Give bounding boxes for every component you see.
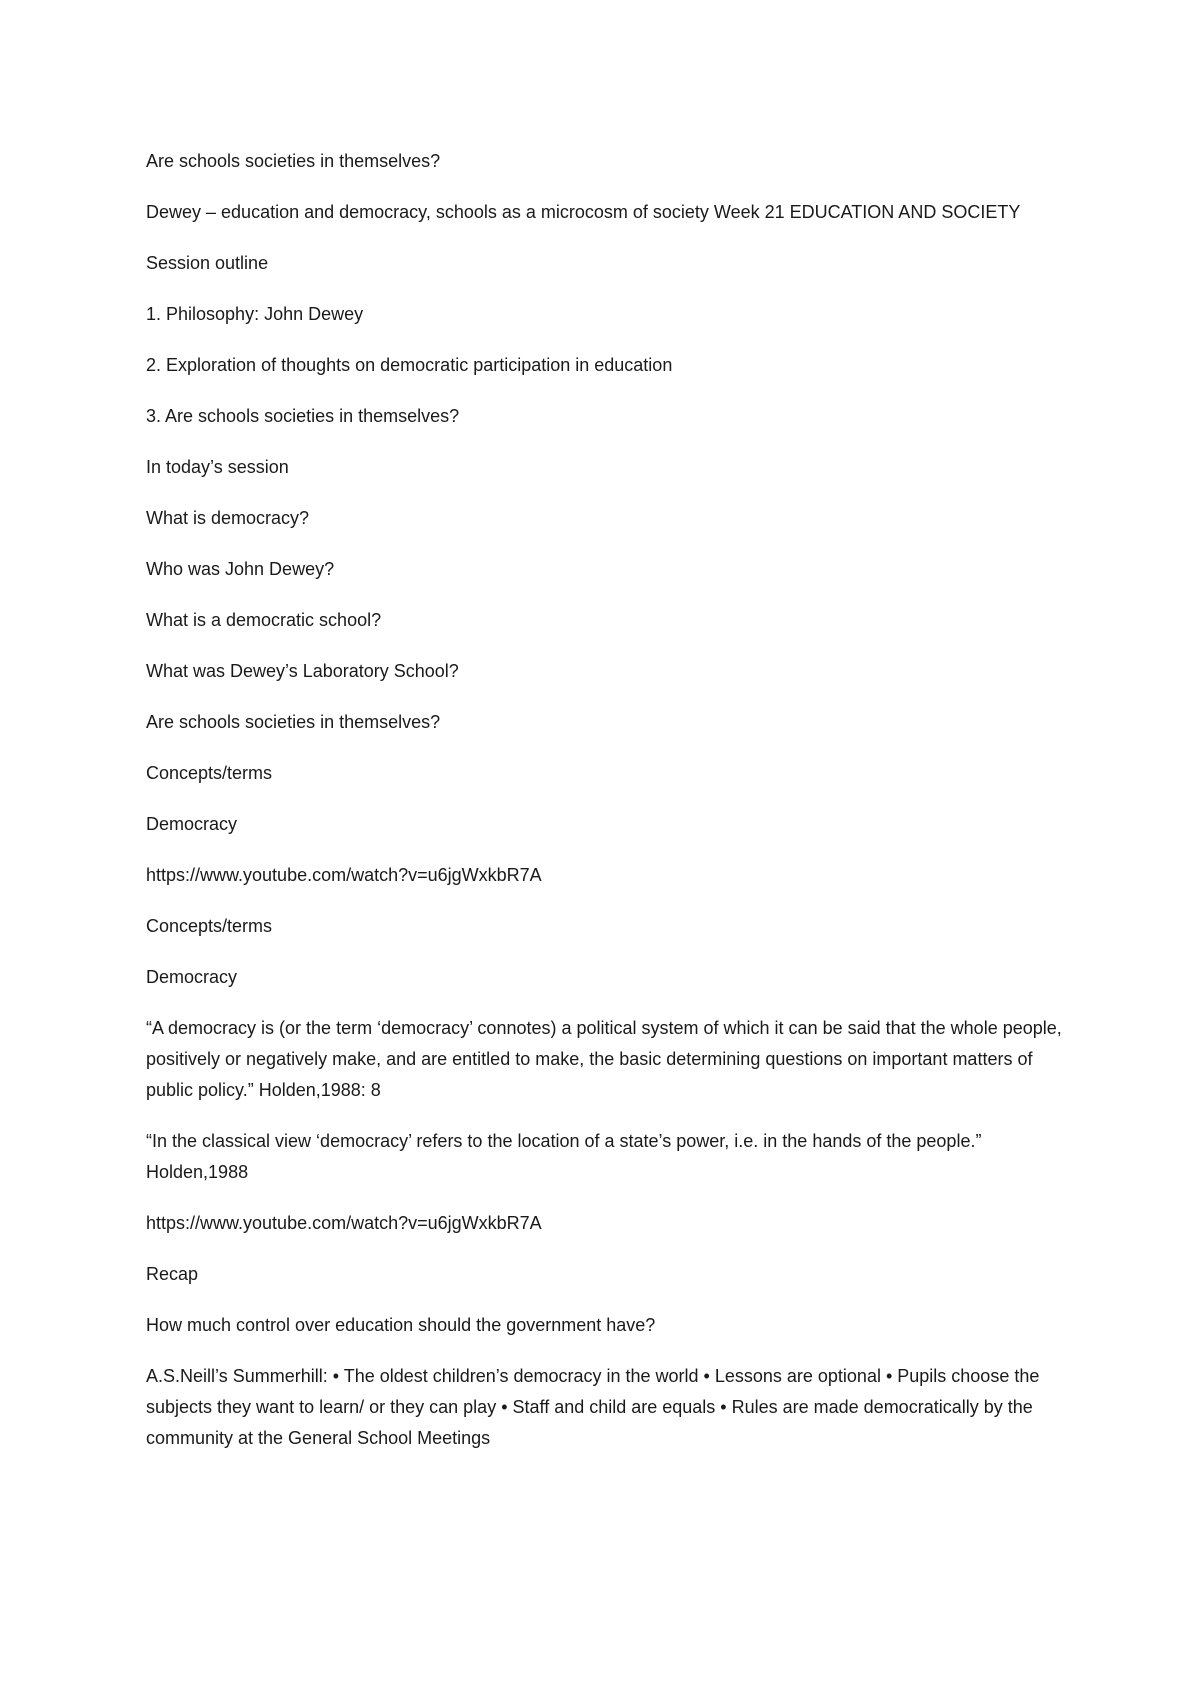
outline-item-2: 2. Exploration of thoughts on democratic participation in education	[146, 355, 673, 375]
question-democratic-school: What is a democratic school?	[146, 610, 382, 630]
paragraph-recap: Recap	[146, 1264, 199, 1284]
paragraph-dewey-title: Dewey – education and democracy, schools as a microcosm of society Week 21 EDUCATION AND SOCIETY	[146, 202, 1021, 222]
outline-item-3: 3. Are schools societies in themselves?	[146, 406, 460, 426]
question-schools-societies: Are schools societies in themselves?	[146, 712, 441, 732]
paragraph-video-url-2: https://www.youtube.com/watch?v=u6jgWxkbR7A	[146, 1213, 542, 1233]
paragraph-todays-session: In today’s session	[146, 457, 289, 477]
paragraph-session-outline: Session outline	[146, 253, 269, 273]
outline-item-1: 1. Philosophy: John Dewey	[146, 304, 364, 324]
paragraph-heading-question: Are schools societies in themselves?	[146, 151, 441, 171]
question-what-is-democracy: What is democracy?	[146, 508, 310, 528]
paragraph-democracy: Democracy	[146, 814, 238, 834]
quote-holden-definition: “A democracy is (or the term ‘democracy’ connotes) a political system of which it can be said that the whole people, positively or negatively make, and are entitled to make, the basic determining questions on important matters of public policy.” Holden,1988: 8	[146, 1018, 1062, 1100]
paragraph-concepts-terms-2: Concepts/terms	[146, 916, 273, 936]
paragraph-video-url: https://www.youtube.com/watch?v=u6jgWxkbR7A	[146, 865, 542, 885]
question-laboratory-school: What was Dewey’s Laboratory School?	[146, 661, 459, 681]
quote-holden-classical: “In the classical view ‘democracy’ refers to the location of a state’s power, i.e. in the hands of the people.” Holden,1988	[146, 1131, 982, 1182]
document-body	[146, 146, 1066, 1474]
paragraph-concepts-terms: Concepts/terms	[146, 763, 273, 783]
question-who-was-dewey: Who was John Dewey?	[146, 559, 335, 579]
paragraph-democracy-2: Democracy	[146, 967, 238, 987]
paragraph-summerhill: A.S.Neill’s Summerhill: • The oldest children’s democracy in the world • Lessons are optional • Pupils choose the subjects they want to learn/ or they can play • Staff and child are equals • Rules are made democratically by the community at the General School Meetings	[146, 1366, 1040, 1448]
question-government-control: How much control over education should the government have?	[146, 1315, 656, 1335]
